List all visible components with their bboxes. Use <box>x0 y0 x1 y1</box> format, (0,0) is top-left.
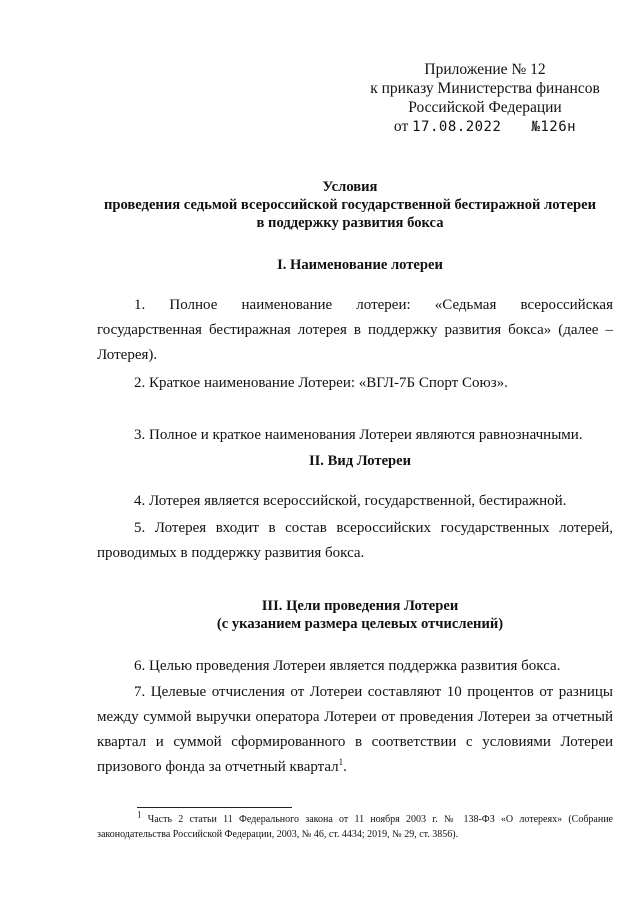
footnote <box>97 809 613 842</box>
section-2-heading: II. Вид Лотереи <box>308 453 412 469</box>
footnote-reference: 1 <box>338 757 344 767</box>
appendix-header <box>360 60 610 137</box>
paragraph-7-text: 7. Целевые отчисления от Лотереи составляют 10 процентов от разницы между суммой выручки оператора Лотереи от проведения Лотереи за отчетный квартал и суммой сформированного в соответствии с условиями Лотереи призового фонда за отчетный квартал <box>97 684 613 775</box>
paragraph-6: 6. Целью проведения Лотереи является поддержка развития бокса. <box>134 658 561 674</box>
order-reference: к приказу Министерства финансов <box>370 80 600 97</box>
section-3-heading-line-2: (с указанием размера целевых отчислений) <box>216 616 504 632</box>
paragraph-7: 7. Целевые отчисления от Лотереи составляют 10 процентов от разницы между суммой выручки оператора Лотереи от проведения Лотереи за отчетный квартал и суммой сформированного в соответствии с условиями Лотереи призового фонда за отчетный квартал$^1$. <box>97 684 613 775</box>
document-title <box>70 178 630 232</box>
paragraph-4: 4. Лотерея является всероссийской, государственной, бестиражной. <box>134 493 567 509</box>
footnote-marker: 1 <box>137 809 142 820</box>
appendix-number: Приложение № 12 <box>424 61 546 78</box>
title-line-1: Условия <box>322 179 378 195</box>
paragraph-1: 1. Полное наименование лотереи: «Седьмая всероссийская государственная бестиражная лотерея в поддержку развития бокса» (далее – Лотерея). <box>97 297 613 363</box>
ministry-country: Российской Федерации <box>408 99 562 116</box>
title-line-3: в поддержку развития бокса <box>256 215 444 231</box>
order-date-line <box>360 117 610 137</box>
section-1-heading: I. Наименование лотереи <box>277 257 443 273</box>
footnote-text: Часть 2 статьи 11 Федерального закона от 11 ноября 2003 г. № 138-ФЗ «О лотереях» (Собрание законодательства Российской Федерации, 2003, № 46, ст. 4434; 2019, № 29, ст. 3856). <box>97 814 613 840</box>
date-prefix: от <box>393 118 409 135</box>
order-date: 17.08.2022 <box>412 119 502 135</box>
footnote-separator <box>137 807 292 808</box>
paragraph-2: 2. Краткое наименование Лотереи: «ВГЛ-7Б Спорт Союз». <box>134 375 508 391</box>
section-3-heading-line-1: III. Цели проведения Лотереи <box>261 598 459 614</box>
title-line-2: проведения седьмой всероссийской государственной бестиражной лотереи <box>103 197 597 213</box>
order-number: №126н <box>531 119 577 135</box>
section-3-heading <box>90 597 630 633</box>
paragraph-5: 5. Лотерея входит в состав всероссийских государственных лотерей, проводимых в поддержку развития бокса. <box>97 520 613 561</box>
paragraph-3: 3. Полное и краткое наименования Лотереи являются равнозначными. <box>134 427 583 443</box>
